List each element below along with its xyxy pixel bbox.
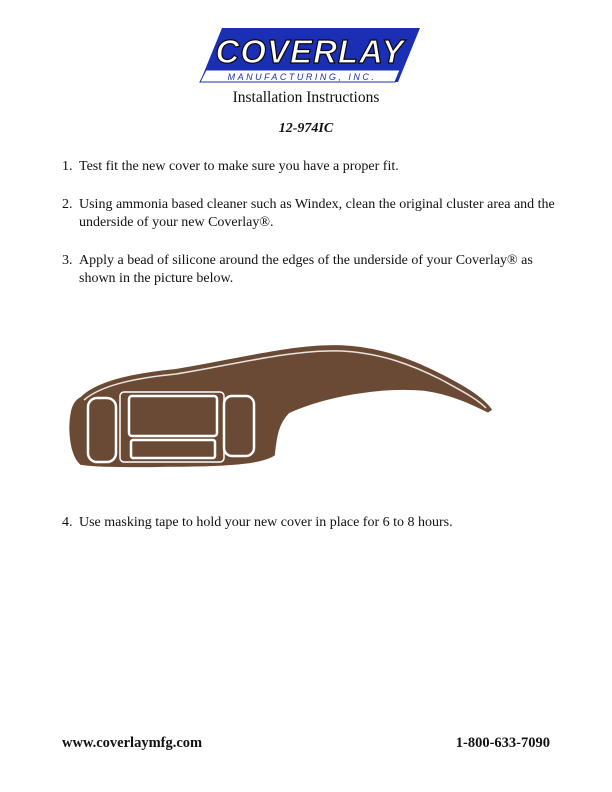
step-number: 1. bbox=[62, 159, 73, 174]
footer-website: www.coverlaymfg.com bbox=[62, 735, 203, 751]
step-4 bbox=[62, 514, 562, 532]
dash-center-opening-top bbox=[129, 396, 217, 436]
dash-left-opening bbox=[88, 398, 116, 462]
step-number: 2. bbox=[62, 197, 73, 212]
step-text: Test fit the new cover to make sure you have a proper fit. bbox=[79, 159, 399, 174]
logo-tagline: MANUFACTURING, INC. bbox=[227, 72, 377, 82]
coverlay-logo bbox=[194, 26, 420, 86]
step-1 bbox=[62, 158, 562, 176]
step-number: 3. bbox=[62, 253, 73, 268]
step-text: Use masking tape to hold your new cover in place for 6 to 8 hours. bbox=[79, 515, 453, 530]
step-text: Using ammonia based cleaner such as Windex, clean the original cluster area and the underside of your new Coverlay®. bbox=[79, 197, 555, 230]
step-text: Apply a bead of silicone around the edges of the underside of your Coverlay® as shown in the picture below. bbox=[79, 253, 533, 286]
step-number: 4. bbox=[62, 515, 73, 530]
dash-right-opening bbox=[224, 396, 254, 456]
dash-center-opening-bottom bbox=[131, 440, 215, 458]
document-title: Installation Instructions bbox=[232, 89, 380, 106]
part-number: 12-974IC bbox=[278, 121, 334, 136]
footer-phone: 1-800-633-7090 bbox=[455, 735, 550, 751]
dash-cover-illustration bbox=[62, 338, 502, 478]
step-2 bbox=[62, 196, 562, 232]
step-3 bbox=[62, 252, 562, 288]
logo-brand: COVERLAY bbox=[215, 33, 405, 70]
